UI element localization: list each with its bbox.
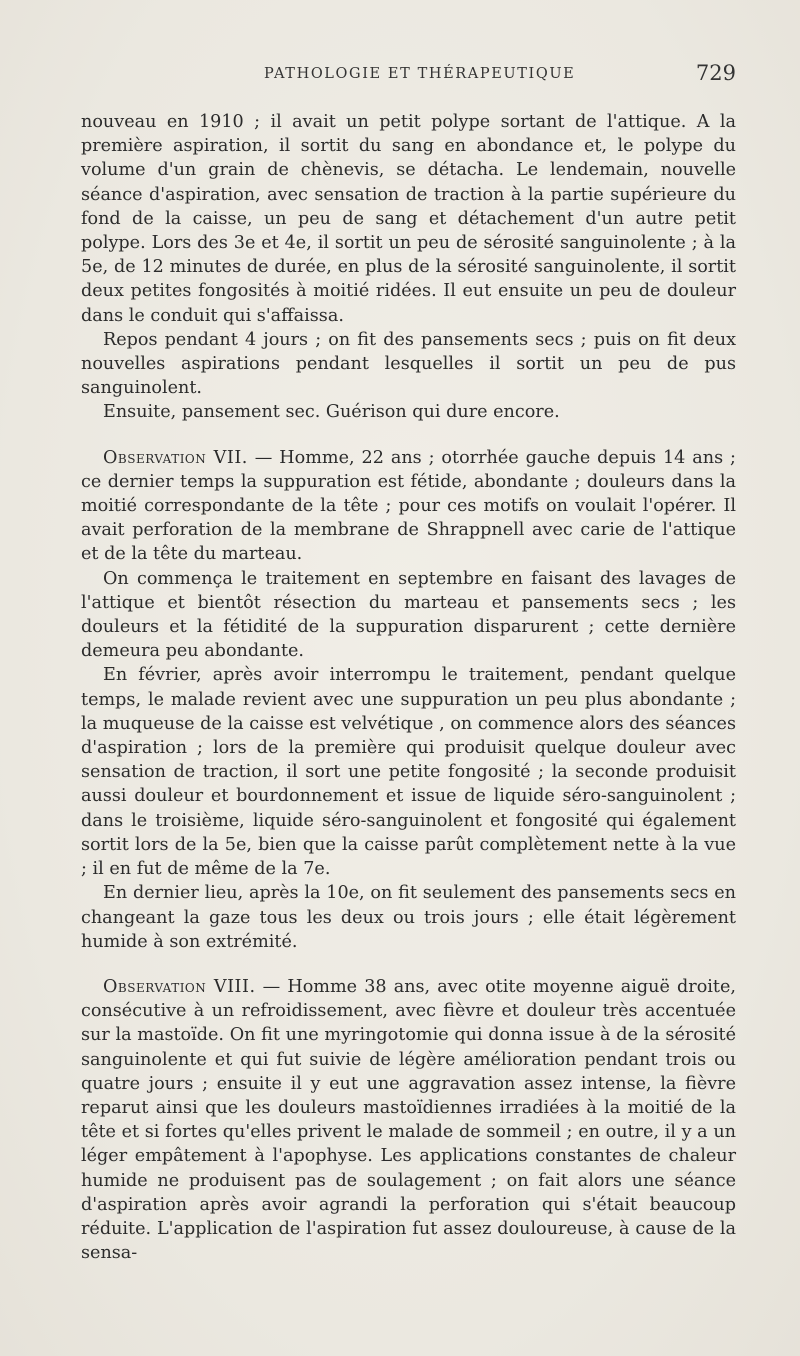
observation-viii-label: Observation VIII. xyxy=(103,976,256,997)
page-number: 729 xyxy=(695,61,736,85)
observation-vii xyxy=(81,446,736,567)
observation-vii-text: — Homme, 22 ans ; otorrhée gauche depuis 14 ans ; ce dernier temps la suppuration est fétide, abondante ; douleurs dans la moitié correspondante de la tête ; pour ces motifs on voulait l'opérer. Il avait perforation de la membrane de Shrappnell avec carie de l'attique et de la tête du marteau. xyxy=(81,447,736,565)
running-head xyxy=(81,58,736,92)
book-page xyxy=(81,58,736,1265)
paragraph-dernier-lieu: En dernier lieu, après la 10e, on fit seulement des pansements secs en changeant la gaze tous les deux ou trois jours ; elle était légèrement humide à son extrémité. xyxy=(81,883,736,952)
paragraph-fevrier: En février, après avoir interrompu le traitement, pendant quelque temps, le malade revient avec une suppuration un peu plus abondante ; la muqueuse de la caisse est velvétique , on commence alors des séances d'aspiration ; lors de la première qui produisit quelque douleur avec sensation de traction, il sort une petite fongosité ; la seconde produisit aussi douleur et bourdonnement et issue de liquide séro-sanguinolent ; dans le troisième, liquide séro-sanguinolent et fongosité qui également sortit lors de la 5e, bien que la caisse parût complètement nette à la vue ; il en fut de même de la 7e. xyxy=(81,665,736,880)
paragraph-continued: nouveau en 1910 ; il avait un petit polype sortant de l'attique. A la première aspiration, il sortit du sang en abondance et, le polype du volume d'un grain de chènevis, se détacha. Le lendemain, nouvelle séance d'aspiration, avec sensation de traction à la partie supérieure du fond de la caisse, un peu de sang et détachement d'un autre petit polype. Lors des 3e et 4e, il sortit un peu de sérosité sanguinolente ; à la 5e, de 12 minutes de durée, en plus de la sérosité sanguinolente, il sortit deux petites fongosités à moitié ridées. Il eut ensuite un peu de douleur dans le conduit qui s'affaissa. xyxy=(81,112,736,326)
running-title: PATHOLOGIE ET THÉRAPEUTIQUE xyxy=(264,66,576,82)
observation-viii xyxy=(81,975,736,1265)
observation-vii-label: Observation VII. xyxy=(103,447,248,468)
observation-viii-text: — Homme 38 ans, avec otite moyenne aiguë droite, consécutive à un refroidissement, avec fièvre et douleur très accentuée sur la mastoïde. On fit une myringotomie qui donna issue à de la sérosité sanguinolente et qui fut suivie de légère amélioration pendant trois ou quatre jours ; ensuite il y eut une aggravation assez intense, la fièvre reparut ainsi que les douleurs mastoïdiennes irradiées à la moitié de la tête et si fortes qu'elles privent le malade de sommeil ; en outre, il y a un léger empâtement à l'apophyse. Les applications constantes de chaleur humide ne produisent pas de soulagement ; on fait alors une séance d'aspiration après avoir agrandi la perforation qui s'était beaucoup réduite. L'application de l'aspiration fut assez douloureuse, à cause de la sensa- xyxy=(81,976,736,1264)
paragraph-traitement: On commença le traitement en septembre en faisant des lavages de l'attique et bientôt résection du marteau et pansements secs ; les douleurs et la fétidité de la suppuration disparurent ; cette dernière demeura peu abondante. xyxy=(81,568,736,662)
paragraph-repos: Repos pendant 4 jours ; on fit des pansements secs ; puis on fit deux nouvelles aspirations pendant lesquelles il sortit un peu de pus sanguinolent. xyxy=(81,329,736,399)
paragraph-ensuite: Ensuite, pansement sec. Guérison qui dure encore. xyxy=(103,402,560,423)
body-text xyxy=(81,110,736,1265)
